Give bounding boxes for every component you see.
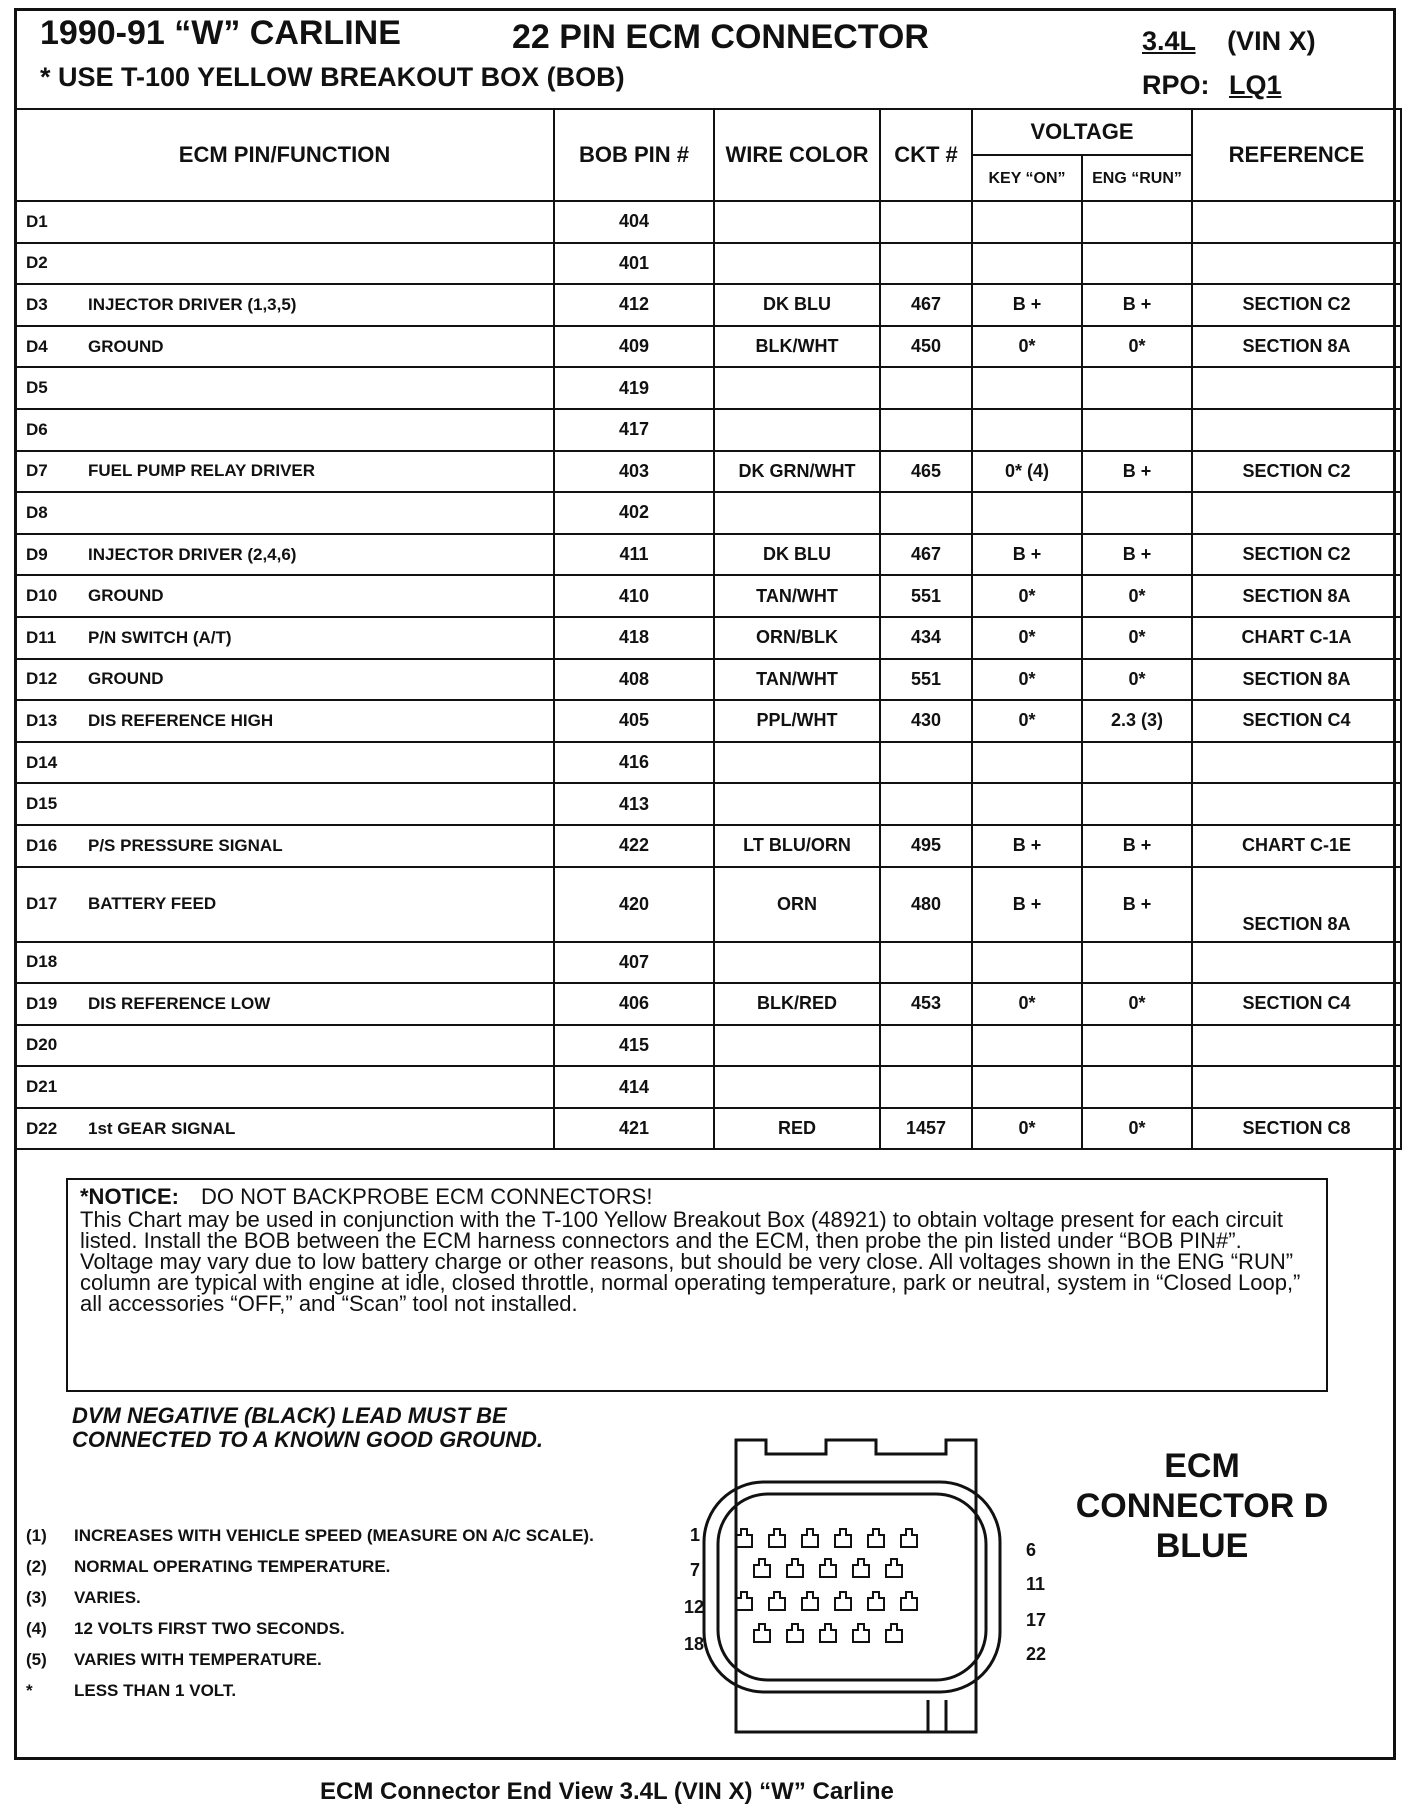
page-subtitle: * USE T-100 YELLOW BREAKOUT BOX (BOB) (40, 62, 625, 92)
key-on-voltage-cell (972, 492, 1082, 534)
reference-cell: SECTION C2 (1192, 284, 1401, 326)
table-row (15, 367, 1401, 409)
pin-function-cell (15, 659, 554, 701)
pin-function-cell (15, 575, 554, 617)
wire-color-cell: BLK/WHT (714, 326, 880, 368)
reference-cell (1192, 942, 1401, 984)
pin-function-cell (15, 1066, 554, 1108)
pin-function: P/S PRESSURE SIGNAL (88, 835, 283, 855)
circuit-cell: 551 (880, 659, 972, 701)
eng-run-voltage-cell: B + (1082, 284, 1192, 326)
bob-pin-cell: 415 (554, 1025, 714, 1067)
connector-title: 22 PIN ECM CONNECTOR (512, 18, 929, 56)
pin-function-cell (15, 617, 554, 659)
dvm-warning-line2: CONNECTED TO A KNOWN GOOD GROUND. (72, 1427, 543, 1452)
page-title: 1990-91 “W” CARLINE (40, 14, 401, 52)
pin-id: D19 (26, 993, 58, 1013)
reference-cell: SECTION C4 (1192, 983, 1401, 1025)
pin-number-11: 11 (1026, 1574, 1046, 1594)
pin-cavity (886, 1559, 902, 1577)
notice-title: *NOTICE: (80, 1184, 179, 1209)
pin-function-cell (15, 1025, 554, 1067)
bob-pin-cell: 406 (554, 983, 714, 1025)
pin-id: D1 (26, 211, 48, 231)
table-row (15, 659, 1401, 701)
circuit-cell: 480 (880, 867, 972, 942)
eng-run-voltage-cell (1082, 201, 1192, 243)
bob-pin-cell: 422 (554, 825, 714, 867)
header-key-on: KEY “ON” (972, 155, 1082, 201)
circuit-cell: 465 (880, 451, 972, 493)
eng-run-voltage-cell (1082, 742, 1192, 784)
pin-function-cell (15, 1108, 554, 1150)
bob-pin-cell: 409 (554, 326, 714, 368)
footnote-item (26, 1650, 594, 1681)
reference-cell (1192, 409, 1401, 451)
pin-id: D5 (26, 378, 48, 398)
key-on-voltage-cell (972, 367, 1082, 409)
footnote-item (26, 1681, 594, 1712)
reference-cell (1192, 783, 1401, 825)
eng-run-voltage-cell: 0* (1082, 1108, 1192, 1150)
circuit-cell: 467 (880, 284, 972, 326)
pin-cavity (802, 1592, 818, 1610)
wire-color-cell (714, 942, 880, 984)
notice-headline: DO NOT BACKPROBE ECM CONNECTORS! (201, 1184, 653, 1209)
pin-cavity (787, 1624, 803, 1642)
table-row (15, 409, 1401, 451)
reference-cell (1192, 492, 1401, 534)
pin-id: D13 (26, 710, 58, 730)
eng-run-voltage-cell: 2.3 (3) (1082, 700, 1192, 742)
bob-pin-cell: 421 (554, 1108, 714, 1150)
connector-label-line2: CONNECTOR D (1075, 1487, 1329, 1525)
key-on-voltage-cell (972, 783, 1082, 825)
footnote-item (26, 1526, 594, 1557)
bob-pin-cell: 408 (554, 659, 714, 701)
pin-cavity (868, 1529, 884, 1547)
footnote-item (26, 1619, 594, 1650)
pin-id: D11 (26, 627, 57, 647)
pin-function: DIS REFERENCE LOW (88, 993, 271, 1013)
wire-color-cell: LT BLU/ORN (714, 825, 880, 867)
footnote-text: LESS THAN 1 VOLT. (74, 1681, 237, 1700)
pin-function-cell (15, 243, 554, 285)
wire-color-cell (714, 492, 880, 534)
connector-face (704, 1482, 1000, 1692)
footnote-text: VARIES. (74, 1588, 141, 1607)
figure-caption: ECM Connector End View 3.4L (VIN X) “W” Carline (320, 1778, 894, 1805)
pin-function: INJECTOR DRIVER (1,3,5) (88, 294, 297, 314)
pin-id: D22 (26, 1118, 58, 1138)
circuit-cell: 495 (880, 825, 972, 867)
pin-number-7: 7 (690, 1560, 701, 1580)
pin-function: FUEL PUMP RELAY DRIVER (88, 461, 316, 481)
reference-cell: SECTION C2 (1192, 534, 1401, 576)
engine-size: 3.4L (1142, 26, 1196, 56)
wire-color-cell: TAN/WHT (714, 575, 880, 617)
footnote-text: 12 VOLTS FIRST TWO SECONDS. (74, 1619, 345, 1638)
reference-cell: SECTION C8 (1192, 1108, 1401, 1150)
pin-cavity (901, 1592, 917, 1610)
eng-run-voltage-cell: B + (1082, 451, 1192, 493)
pin-cavity (736, 1592, 752, 1610)
eng-run-voltage-cell (1082, 1066, 1192, 1108)
key-on-voltage-cell (972, 409, 1082, 451)
reference-cell: SECTION 8A (1192, 867, 1401, 942)
header-wire-color: WIRE COLOR (714, 109, 880, 201)
footnote-key: (4) (26, 1619, 47, 1638)
eng-run-voltage-cell (1082, 367, 1192, 409)
eng-run-voltage-cell (1082, 783, 1192, 825)
reference-cell: SECTION 8A (1192, 326, 1401, 368)
wire-color-cell (714, 742, 880, 784)
wire-color-cell (714, 1025, 880, 1067)
table-row (15, 783, 1401, 825)
dvm-warning (72, 1404, 543, 1452)
eng-run-voltage-cell (1082, 492, 1192, 534)
wire-color-cell (714, 783, 880, 825)
notice-box (66, 1178, 1328, 1392)
bob-pin-cell: 403 (554, 451, 714, 493)
pin-number-17: 17 (1026, 1610, 1047, 1630)
connector-label-line1: ECM (1164, 1447, 1240, 1485)
key-on-voltage-cell (972, 1025, 1082, 1067)
pin-id: D18 (26, 952, 58, 972)
connector-label-line3: BLUE (1155, 1527, 1249, 1565)
circuit-cell: 434 (880, 617, 972, 659)
bob-pin-cell: 410 (554, 575, 714, 617)
pin-function-cell (15, 700, 554, 742)
eng-run-voltage-cell: B + (1082, 534, 1192, 576)
footnote-text: INCREASES WITH VEHICLE SPEED (MEASURE ON A/C SCALE). (74, 1526, 594, 1545)
reference-cell: CHART C-1E (1192, 825, 1401, 867)
pin-function-cell (15, 409, 554, 451)
pin-function-cell (15, 742, 554, 784)
footnote-key: (1) (26, 1526, 47, 1545)
key-on-voltage-cell: B + (972, 867, 1082, 942)
connector-housing (736, 1440, 976, 1732)
footnote-text: NORMAL OPERATING TEMPERATURE. (74, 1557, 391, 1576)
pin-number-12: 12 (684, 1597, 705, 1617)
circuit-cell (880, 1025, 972, 1067)
reference-cell (1192, 201, 1401, 243)
circuit-cell: 453 (880, 983, 972, 1025)
reference-cell: CHART C-1A (1192, 617, 1401, 659)
bob-pin-cell: 417 (554, 409, 714, 451)
header-function: ECM PIN/FUNCTION (15, 109, 554, 201)
eng-run-voltage-cell: B + (1082, 825, 1192, 867)
pin-id: D15 (26, 794, 58, 814)
wire-color-cell: TAN/WHT (714, 659, 880, 701)
reference-cell (1192, 367, 1401, 409)
header-bob-pin: BOB PIN # (554, 109, 714, 201)
pin-cavity (787, 1559, 803, 1577)
pin-cavities (736, 1529, 917, 1642)
pin-cavity (853, 1624, 869, 1642)
footnote-text: VARIES WITH TEMPERATURE. (74, 1650, 322, 1669)
pin-function: 1st GEAR SIGNAL (88, 1118, 236, 1138)
reference-cell (1192, 243, 1401, 285)
rpo-value: LQ1 (1229, 70, 1282, 100)
pin-function-cell (15, 983, 554, 1025)
pin-id: D20 (26, 1035, 58, 1055)
pin-cavity (769, 1529, 785, 1547)
circuit-cell (880, 492, 972, 534)
reference-cell: SECTION C4 (1192, 700, 1401, 742)
table-row (15, 825, 1401, 867)
bob-pin-cell: 418 (554, 617, 714, 659)
bob-pin-cell: 401 (554, 243, 714, 285)
connector-face-inner (718, 1494, 986, 1680)
pin-function-cell (15, 451, 554, 493)
pin-cavity (754, 1559, 770, 1577)
pin-function-cell (15, 284, 554, 326)
wire-color-cell (714, 409, 880, 451)
key-on-voltage-cell: 0* (972, 659, 1082, 701)
pin-id: D4 (26, 336, 48, 356)
rpo-info (1142, 70, 1282, 101)
eng-run-voltage-cell: B + (1082, 867, 1192, 942)
key-on-voltage-cell: B + (972, 534, 1082, 576)
pin-id: D3 (26, 294, 48, 314)
table-row (15, 1025, 1401, 1067)
reference-cell: SECTION 8A (1192, 659, 1401, 701)
pin-function: GROUND (88, 586, 164, 606)
pin-id: D17 (26, 894, 58, 913)
connector-diagram (676, 1432, 1016, 1742)
pin-cavity (769, 1592, 785, 1610)
footnotes (26, 1526, 594, 1712)
pin-number-6: 6 (1026, 1540, 1037, 1560)
footnote-key: * (26, 1681, 33, 1700)
eng-run-voltage-cell (1082, 409, 1192, 451)
table-row (15, 243, 1401, 285)
table-row (15, 451, 1401, 493)
bob-pin-cell: 413 (554, 783, 714, 825)
pin-cavity (835, 1592, 851, 1610)
pin-cavity (886, 1624, 902, 1642)
pin-function-cell (15, 492, 554, 534)
circuit-cell (880, 243, 972, 285)
bob-pin-cell: 402 (554, 492, 714, 534)
bob-pin-cell: 416 (554, 742, 714, 784)
notice-body: This Chart may be used in conjunction with the T-100 Yellow Breakout Box (48921) to obtain voltage present for each circuit listed. Install the BOB between the ECM harness connectors and the ECM, then probe the pin listed under “BOB PIN#”. Voltage may vary due to low battery charge or other reasons, but should be very close. All voltages shown in the ENG “RUN” column are typical with engine at idle, closed throttle, normal operating temperature, park or neutral, system in “Closed Loop,” all accessories “OFF,” and “Scan” tool not installed. (80, 1207, 1301, 1316)
pin-function-cell (15, 783, 554, 825)
pin-function: GROUND (88, 336, 164, 356)
eng-run-voltage-cell: 0* (1082, 659, 1192, 701)
rpo-label: RPO: (1142, 70, 1210, 100)
footnote-key: (2) (26, 1557, 47, 1576)
wire-color-cell (714, 1066, 880, 1108)
footnote-item (26, 1557, 594, 1588)
key-on-voltage-cell (972, 742, 1082, 784)
pin-id: D7 (26, 461, 48, 481)
pin-cavity (736, 1529, 752, 1547)
wire-color-cell (714, 201, 880, 243)
table-row (15, 942, 1401, 984)
eng-run-voltage-cell (1082, 942, 1192, 984)
pin-function-cell (15, 867, 554, 942)
pin-cavity (835, 1529, 851, 1547)
vin-code: (VIN X) (1227, 26, 1316, 56)
circuit-cell: 430 (880, 700, 972, 742)
key-on-voltage-cell: 0* (972, 700, 1082, 742)
table-row (15, 201, 1401, 243)
pin-id: D21 (26, 1077, 58, 1097)
bob-pin-cell: 411 (554, 534, 714, 576)
key-on-voltage-cell (972, 243, 1082, 285)
table-row (15, 700, 1401, 742)
connector-label (1052, 1446, 1352, 1566)
pin-function-cell (15, 942, 554, 984)
wire-color-cell: ORN (714, 867, 880, 942)
table-row (15, 534, 1401, 576)
eng-run-voltage-cell: 0* (1082, 575, 1192, 617)
table-row (15, 284, 1401, 326)
header-reference: REFERENCE (1192, 109, 1401, 201)
notice-heading (80, 1186, 1314, 1207)
pin-function: DIS REFERENCE HIGH (88, 710, 274, 730)
eng-run-voltage-cell: 0* (1082, 326, 1192, 368)
table-row (15, 326, 1401, 368)
key-on-voltage-cell (972, 1066, 1082, 1108)
pin-function-cell (15, 326, 554, 368)
pin-id: D2 (26, 253, 48, 273)
key-on-voltage-cell: B + (972, 825, 1082, 867)
header-voltage: VOLTAGE (972, 109, 1192, 155)
table-row (15, 575, 1401, 617)
wire-color-cell: DK BLU (714, 284, 880, 326)
reference-cell (1192, 1025, 1401, 1067)
wire-color-cell: RED (714, 1108, 880, 1150)
footnote-item (26, 1588, 594, 1619)
circuit-cell (880, 742, 972, 784)
wire-color-cell (714, 367, 880, 409)
eng-run-voltage-cell: 0* (1082, 983, 1192, 1025)
pin-id: D16 (26, 835, 58, 855)
table-row (15, 617, 1401, 659)
circuit-cell (880, 201, 972, 243)
table-row (15, 983, 1401, 1025)
bob-pin-cell: 414 (554, 1066, 714, 1108)
wire-color-cell: ORN/BLK (714, 617, 880, 659)
reference-cell (1192, 742, 1401, 784)
pin-function-cell (15, 534, 554, 576)
pin-number-1: 1 (690, 1525, 701, 1545)
pin-id: D9 (26, 544, 48, 564)
circuit-cell (880, 367, 972, 409)
key-on-voltage-cell: 0* (972, 1108, 1082, 1150)
wire-color-cell (714, 243, 880, 285)
pin-id: D14 (26, 752, 58, 772)
pin-function: P/N SWITCH (A/T) (88, 627, 232, 647)
pin-cavity (901, 1529, 917, 1547)
bob-pin-cell: 407 (554, 942, 714, 984)
pin-function: INJECTOR DRIVER (2,4,6) (88, 544, 297, 564)
pin-function-cell (15, 201, 554, 243)
table-row (15, 742, 1401, 784)
pin-number-22: 22 (1026, 1644, 1047, 1664)
footnote-key: (3) (26, 1588, 47, 1607)
wire-color-cell: DK GRN/WHT (714, 451, 880, 493)
footnote-key: (5) (26, 1650, 47, 1669)
circuit-cell (880, 409, 972, 451)
key-on-voltage-cell: 0* (972, 617, 1082, 659)
circuit-cell (880, 783, 972, 825)
pin-cavity (802, 1529, 818, 1547)
wire-color-cell: DK BLU (714, 534, 880, 576)
reference-cell: SECTION 8A (1192, 575, 1401, 617)
header-ckt: CKT # (880, 109, 972, 201)
eng-run-voltage-cell (1082, 1025, 1192, 1067)
pin-id: D12 (26, 669, 58, 689)
wire-color-cell: PPL/WHT (714, 700, 880, 742)
pin-function-cell (15, 367, 554, 409)
eng-run-voltage-cell (1082, 243, 1192, 285)
pin-table-body (15, 201, 1401, 1149)
pin-cavity (868, 1592, 884, 1610)
key-on-voltage-cell (972, 942, 1082, 984)
table-row (15, 492, 1401, 534)
key-on-voltage-cell: B + (972, 284, 1082, 326)
bob-pin-cell: 420 (554, 867, 714, 942)
pin-function-cell (15, 825, 554, 867)
pin-id: D10 (26, 586, 58, 606)
reference-cell: SECTION C2 (1192, 451, 1401, 493)
dvm-warning-line1: DVM NEGATIVE (BLACK) LEAD MUST BE (72, 1403, 507, 1428)
bob-pin-cell: 404 (554, 201, 714, 243)
pin-function: GROUND (88, 669, 164, 689)
engine-info (1142, 26, 1316, 57)
pin-cavity (754, 1624, 770, 1642)
bob-pin-cell: 419 (554, 367, 714, 409)
eng-run-voltage-cell: 0* (1082, 617, 1192, 659)
pin-cavity (820, 1559, 836, 1577)
circuit-cell: 1457 (880, 1108, 972, 1150)
pin-function: BATTERY FEED (88, 894, 217, 913)
pin-table (14, 108, 1402, 1150)
circuit-cell (880, 1066, 972, 1108)
bob-pin-cell: 412 (554, 284, 714, 326)
table-row (15, 1066, 1401, 1108)
key-on-voltage-cell: 0* (4) (972, 451, 1082, 493)
bob-pin-cell: 405 (554, 700, 714, 742)
table-row (15, 867, 1401, 942)
key-on-voltage-cell: 0* (972, 326, 1082, 368)
pin-id: D8 (26, 502, 48, 522)
circuit-cell: 551 (880, 575, 972, 617)
table-row (15, 1108, 1401, 1150)
circuit-cell: 467 (880, 534, 972, 576)
circuit-cell (880, 942, 972, 984)
circuit-cell: 450 (880, 326, 972, 368)
key-on-voltage-cell (972, 201, 1082, 243)
key-on-voltage-cell: 0* (972, 575, 1082, 617)
pin-id: D6 (26, 419, 48, 439)
key-on-voltage-cell: 0* (972, 983, 1082, 1025)
pin-cavity (853, 1559, 869, 1577)
pin-number-18: 18 (684, 1634, 705, 1654)
header-eng-run: ENG “RUN” (1082, 155, 1192, 201)
reference-cell (1192, 1066, 1401, 1108)
pin-cavity (820, 1624, 836, 1642)
wire-color-cell: BLK/RED (714, 983, 880, 1025)
